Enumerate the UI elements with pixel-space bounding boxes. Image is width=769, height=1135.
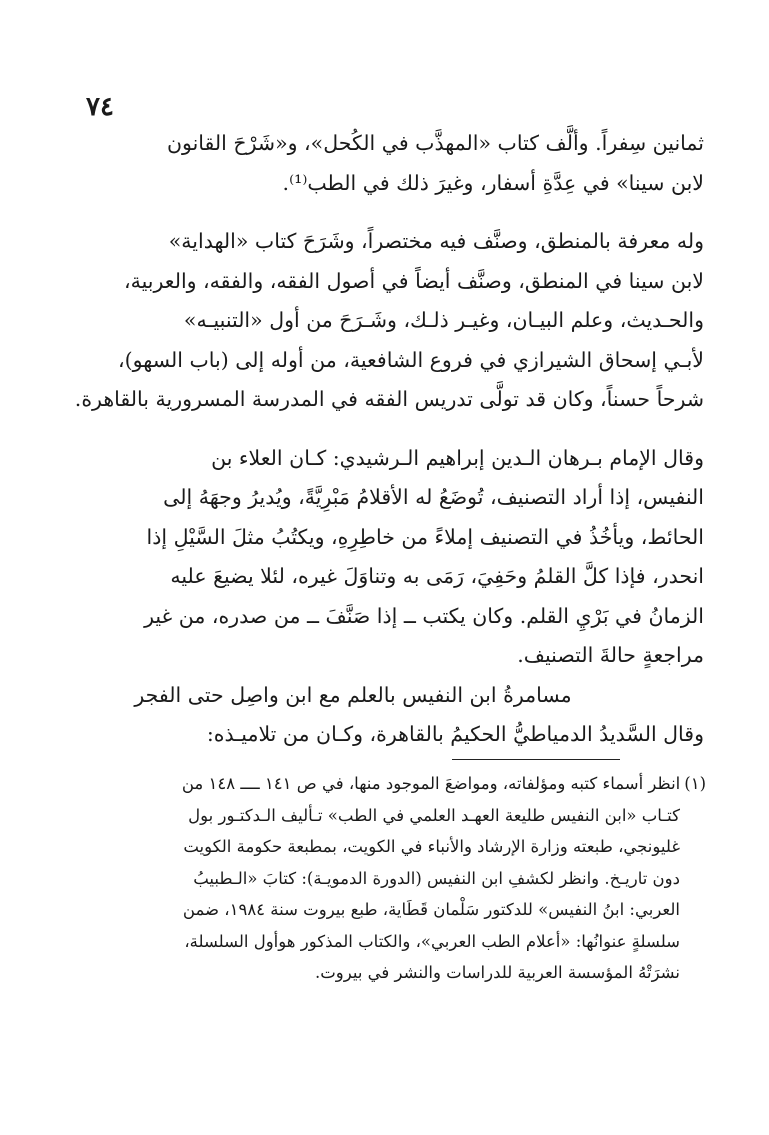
main-text xyxy=(62,124,704,755)
text-line: النفيس، إذا أراد التصنيف، تُوضَعُ له الأقلامُ مَبْرِيَّةً، ويُديرُ وجهَهُ إلى xyxy=(163,485,704,509)
text-line: مراجعةٍ حالةَ التصنيف. xyxy=(517,643,704,667)
paragraph-3 xyxy=(62,439,704,676)
text-line: لابن سينا» في عِدَّةِ أسفار، وغيرَ ذلك في الطب⁽¹⁾. xyxy=(282,170,704,195)
footnote-line: كتـاب «ابن النفيس طليعة العهـد العلمي في الطب» تـأليف الـدكتـور بول xyxy=(188,805,680,825)
paragraph-2 xyxy=(62,222,704,420)
footnote-line: سلسلةٍ عنوانُها: «أعلام الطب العربي»، والكتاب المذكور هوأول السلسلة، xyxy=(184,931,680,951)
text-line: الحائط، ويأخُذُ في التصنيف إملاءً من خاطِرِهِ، ويكتُبُ مثلَ السَّيْلِ إذا xyxy=(146,524,704,549)
footnote-1 xyxy=(70,768,706,989)
text-line: وقال السَّديدُ الدمياطيُّ الحكيمُ بالقاهرة، وكـان من تلاميـذه: xyxy=(206,722,704,746)
section-subheading: مسامرةُ ابن النفيس بالعلم مع ابن واصِل حتى الفجر xyxy=(134,682,572,707)
text-line: وقال الإمام بـرهان الـدين إبراهيم الـرشيدي: كـان العلاء بن xyxy=(211,445,704,470)
page-number: ٧٤ xyxy=(86,92,114,122)
footnote-separator xyxy=(452,759,620,760)
text-line: والحـديث، وعلم البيـان، وغيـر ذلـك، وشَـرَحَ من أول «التنبيـه» xyxy=(183,308,704,332)
poem-section xyxy=(62,676,704,716)
text-line: الزمانُ في بَرْيِ القلم. وكان يكتب ــ إذا صَنَّفَ ــ من صدره، من غير xyxy=(144,603,704,628)
footnote-line: العربي: ابنُ النفيس» للدكتور سَلْمان قَطَاية، طبع بيروت سنة ١٩٨٤، ضمن xyxy=(182,900,680,919)
paragraph-4 xyxy=(62,715,704,755)
footnote-line: غليونجي، طبعته وزارة الإرشاد والأنباء في الكويت، بمطبعة حكومة الكويت xyxy=(183,837,680,856)
text-line: ثمانين سِفراً. وألَّف كتاب «المهذَّب في الكُحل»، و«شَرْحَ القانون xyxy=(166,131,704,155)
footnote-line: نشرَتْهُ المؤسسة العربية للدراسات والنشر في بيروت. xyxy=(314,963,680,982)
footnote-line: دون تاريـخ. وانظر لكشفِ ابن النفيس (الدورة الدمويـة): كتابَ «الـطبيبُ xyxy=(193,868,680,888)
text-line: شرحاً حسناً، وكان قد تولَّى تدريس الفقه في المدرسة المسرورية بالقاهرة. xyxy=(74,387,704,411)
footnote-marker: (١) xyxy=(684,774,706,793)
footnote-line xyxy=(70,768,706,800)
text-line: لأبـي إسحاق الشيرازي في فروع الشافعية، من أوله إلى (باب السهو)، xyxy=(118,347,704,372)
text-line: لابن سينا في المنطق، وصنَّف أيضاً في أصول الفقه، والفقه، والعربية، xyxy=(124,268,704,293)
text-line: انحدر، فإذا كلَّ القلمُ وحَفِيَ، رَمَى به وتناوَلَ غيره، لئلا يضيعَ عليه xyxy=(170,564,704,588)
footnote-text: انظر أسماء كتبه ومؤلفاته، ومواضعَ الموجود منها، في ص ١٤١ ــــ ١٤٨ من xyxy=(181,774,681,793)
paragraph-1 xyxy=(62,124,704,203)
footnotes xyxy=(70,768,706,989)
text-line: وله معرفة بالمنطق، وصنَّف فيه مختصراً، وشَرَحَ كتاب «الهداية» xyxy=(168,229,704,253)
